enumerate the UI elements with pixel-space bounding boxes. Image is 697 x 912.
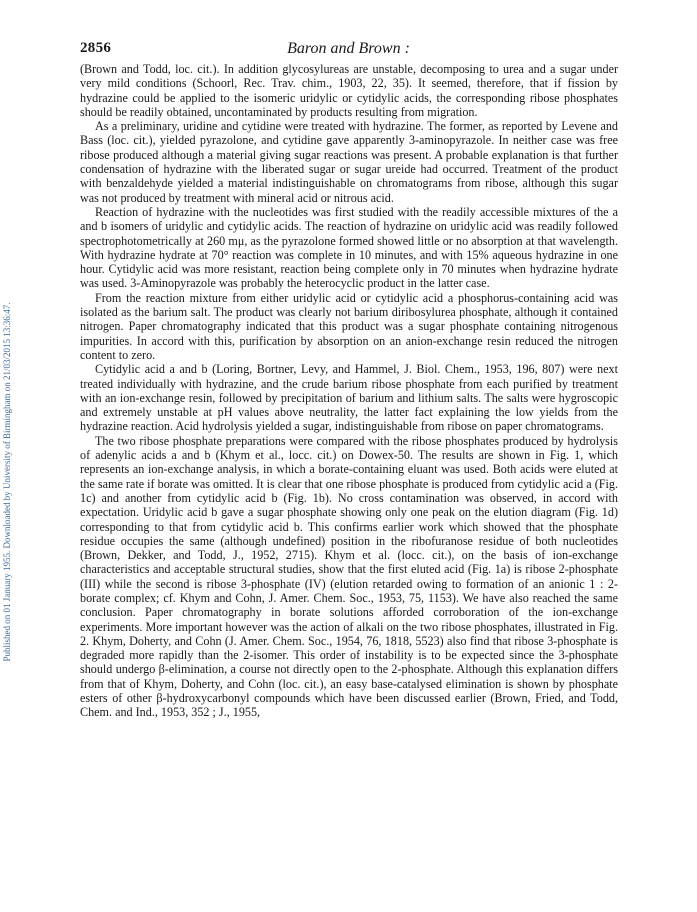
paragraph-5: Cytidylic acid a and b (Loring, Bortner, Levy, and Hammel, J. Biol. Chem., 1953, 196, 807) were next treated individually with hydrazine, and the crude barium ribose phosphate from each purified by treatment with an ion-exchange resin, followed by precipitation of barium and lithium salts. The salts were hygroscopic and extremely unstable at pH values above neutrality, the latter fact explaining the low yields from the hydrazine reaction. Acid hydrolysis yielded a sugar, indistinguishable from ribose on paper chromatograms.	[80, 362, 618, 434]
side-provenance-note	[2, 0, 12, 912]
page-number: 2856	[80, 40, 112, 56]
paragraph-3: Reaction of hydrazine with the nucleotides was first studied with the readily accessible mixtures of the a and b isomers of uridylic and cytidylic acids. The reaction of hydrazine on uridylic acid was readily followed spectrophotometrically at 260 mμ, as the pyrazolone formed showed little or no absorption at that wavelength. With hydrazine hydrate at 70° reaction was complete in 10 minutes, and with 15% aqueous hydrazine in one hour. Cytidylic acid was more resistant, reaction being complete only in 70 minutes when hydrazine hydrate was used. 3-Aminopyrazole was probably the heterocyclic product in the latter case.	[80, 204, 618, 291]
side-provenance-text: Published on 01 January 1955. Downloaded by University of Birmingham on 21/03/2015 13:36:47.	[2, 302, 12, 662]
paragraph-2: As a preliminary, uridine and cytidine were treated with hydrazine. The former, as reported by Levene and Bass (loc. cit.), yielded pyrazolone, and cytidine gave apparently 3-aminopyrazole. In neither case was free ribose produced although a material giving sugar reactions was present. A probable explanation is that further condensation of hydrazine with the liberated sugar or sugar ureide had occurred. Treatment of the product with benzaldehyde yielded a material indistinguishable on chromatograms from ribose, although this sugar was not produced by treatment with mineral acid or nitrous acid.	[80, 119, 618, 205]
paragraph-4: From the reaction mixture from either uridylic acid or cytidylic acid a phosphorus-containing acid was isolated as the barium salt. The product was clearly not barium diribosylurea phosphate, although it contained nitrogen. Paper chromatography indicated that this product was a sugar phosphate containing nitrogenous impurities. In accord with this, purification by absorption on an anion-exchange resin reduced the nitrogen content to zero.	[80, 290, 618, 362]
paragraph-6: The two ribose phosphate preparations were compared with the ribose phosphates produced by hydrolysis of adenylic acids a and b (Khym et al., locc. cit.) on Dowex-50. The results are shown in Fig. 1, which represents an ion-exchange analysis, in which a borate-containing eluant was used. Both acids were eluted at the same rate if borate was omitted. It is clear that one ribose phosphate is produced from cytidylic acid a (Fig. 1c) and another from cytidylic acid b (Fig. 1b). No cross contamination was observed, in accord with expectation. Uridylic acid b gave a sugar phosphate showing only one peak on the elution diagram (Fig. 1d) corresponding to that from cytidylic acid b. This confirms earlier work which showed that the phosphate residue occupies the same (although undefined) position in the ribofuranose residue of both nucleotides (Brown, Dekker, and Todd, J., 1952, 2715). Khym et al. (locc. cit.), on the basis of ion-exchange characteristics and acceptable structural studies, show that the first eluted acid (Fig. 1a) is ribose 2-phosphate (III) while the second is ribose 3-phosphate (IV) (elution retarded owing to formation of an anionic 1 : 2-borate complex; cf. Khym and Cohn, J. Amer. Chem. Soc., 1953, 75, 1153). We have also reached the same conclusion. Paper chromatography in borate solutions afforded corroboration of the ion-exchange experiments. More important however was the action of alkali on the two ribose phosphates, illustrated in Fig. 2. Khym, Doherty, and Cohn (J. Amer. Chem. Soc., 1954, 76, 1818, 5523) also find that ribose 3-phosphate is degraded more rapidly than the 2-isomer. This order of instability is to be expected since the 3-phosphate should undergo β-elimination, a course not directly open to the 2-phosphate. Although this explanation differs from that of Khym, Doherty, and Cohn (loc. cit.), an easy base-catalysed elimination is shown by phosphate esters of other β-hydroxycarbonyl compounds which have been discussed earlier (Brown, Fried, and Todd, Chem. and Ind., 1953, 352 ; J., 1955,	[80, 433, 618, 720]
article-body	[80, 62, 618, 720]
paragraph-1: (Brown and Todd, loc. cit.). In addition glycosylureas are unstable, decomposing to urea and a sugar under very mild conditions (Schoorl, Rec. Trav. chim., 1903, 22, 35). It seemed, therefore, that if fission by hydrazine could be applied to the isomeric uridylic or cytidylic acids, the corresponding ribose phosphates should be readily obtained, uncontaminated by products resulting from migration.	[80, 62, 618, 119]
running-head: Baron and Brown :	[287, 40, 410, 57]
